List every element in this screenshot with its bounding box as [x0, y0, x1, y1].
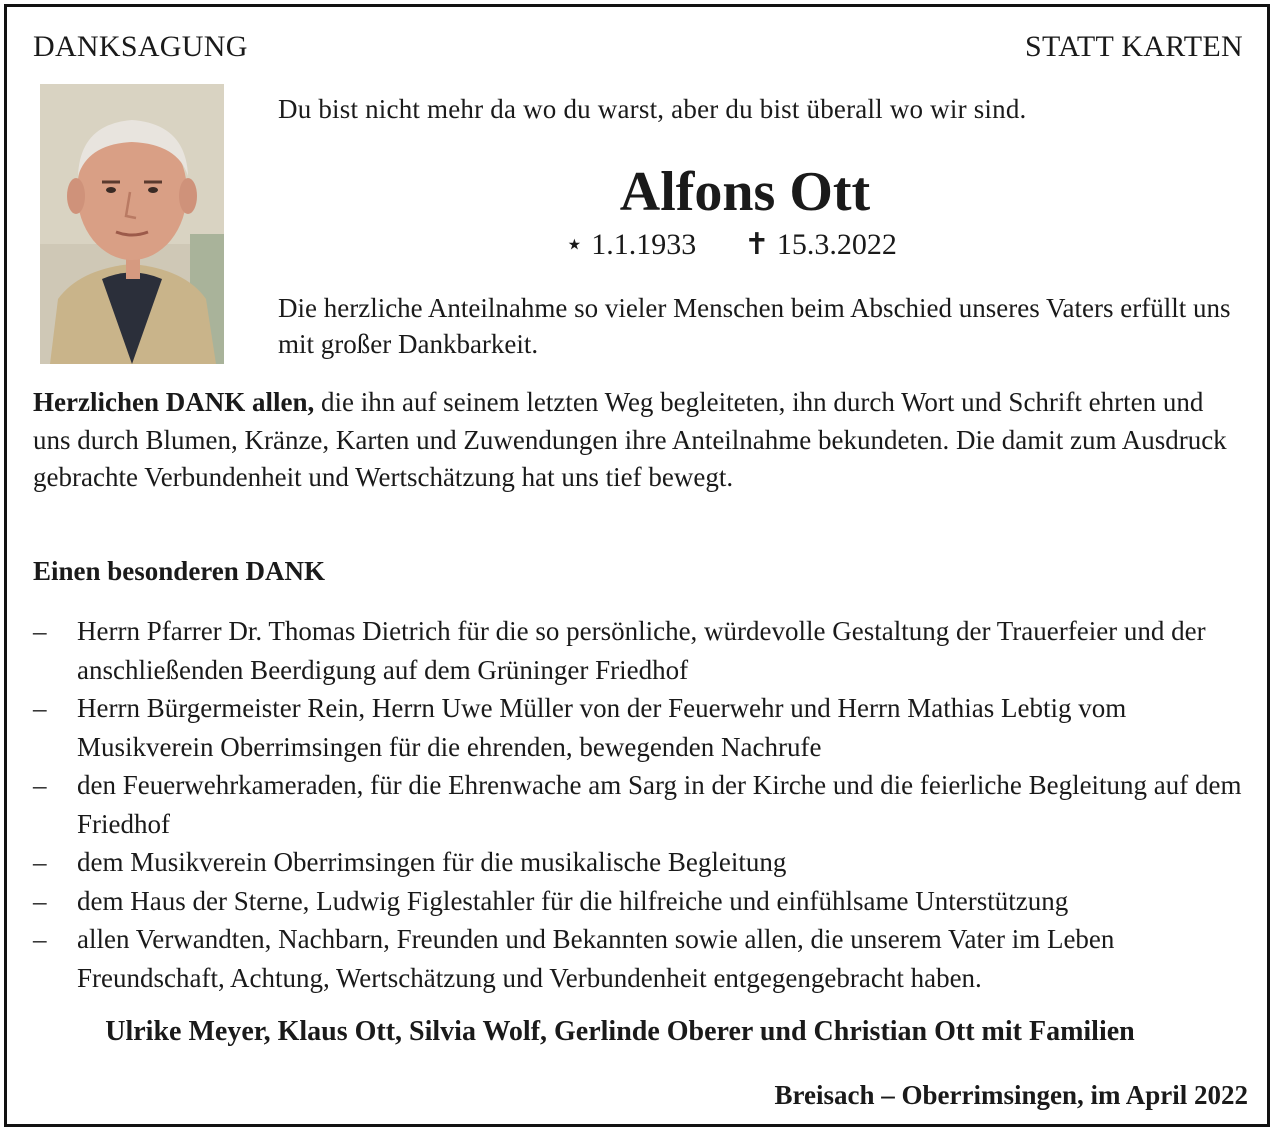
list-item [33, 689, 1243, 766]
list-item [33, 882, 1243, 921]
list-dash: – [33, 616, 47, 646]
memorial-quote: Du bist nicht mehr da wo du warst, aber du bist überall wo wir sind. [278, 94, 1027, 124]
place-and-date: Breisach – Oberrimsingen, im April 2022 [774, 1080, 1248, 1110]
list-dash: – [33, 770, 47, 800]
death-date: ✝ 15.3.2022 [744, 228, 897, 261]
signers-line: Ulrike Meyer, Klaus Ott, Silvia Wolf, Gerlinde Oberer und Christian Ott mit Familien [105, 1016, 1135, 1047]
list-dash: – [33, 847, 47, 877]
list-item-text: Herrn Pfarrer Dr. Thomas Dietrich für die so persönliche, würdevolle Gestaltung der Trauerfeier und der anschließenden Beerdigung auf dem Grüninger Friedhof [77, 616, 1206, 685]
thanks-paragraph [33, 384, 1243, 497]
list-item [33, 612, 1243, 689]
list-item-text: den Feuerwehrkameraden, für die Ehrenwache am Sarg in der Kirche und die feierliche Begleitung auf dem Friedhof [77, 770, 1242, 839]
list-item [33, 843, 1243, 882]
list-dash: – [33, 924, 47, 954]
list-dash: – [33, 885, 47, 916]
special-thanks-heading: Einen besonderen DANK [33, 556, 326, 586]
intro-paragraph: Die herzliche Anteilnahme so vieler Menschen beim Abschied unseres Vaters erfüllt uns mit großer Dankbarkeit. [278, 293, 1231, 359]
list-item [33, 766, 1243, 843]
thanks-text: die ihn auf seinem letzten Weg begleiteten, ihn durch Wort und Schrift ehrten und uns durch Blumen, Kränze, Karten und Zuwendungen ihre Anteilnahme bekundeten. Die damit zum Ausdruck gebrachte Verbundenheit und Wertschätzung hat uns tief bewegt. [33, 387, 1227, 492]
list-item-text: allen Verwandten, Nachbarn, Freunden und Bekannten sowie allen, die unserem Vater im Leben Freundschaft, Achtung, Wertschätzung und Verbundenheit entgegengebracht haben. [77, 924, 1115, 993]
portrait-photo [40, 84, 224, 364]
special-thanks-list [33, 612, 1243, 997]
life-dates [565, 227, 897, 262]
thanks-lead: Herzlichen DANK allen, [33, 387, 315, 417]
header-statt-karten: STATT KARTEN [1024, 30, 1243, 63]
list-item-text: Herrn Bürgermeister Rein, Herrn Uwe Müller von der Feuerwehr und Herrn Mathias Lebtig vom Musikverein Oberrimsingen für die ehrenden, bewegenden Nachrufe [77, 693, 1127, 762]
list-dash: – [33, 693, 47, 723]
list-item-text: dem Musikverein Oberrimsingen für die musikalische Begleitung [77, 847, 787, 877]
list-item-text: dem Haus der Sterne, Ludwig Figlestahler für die hilfreiche und einfühlsame Unterstützung [77, 885, 1069, 916]
deceased-name: Alfons Ott [619, 161, 871, 223]
header-danksagung: DANKSAGUNG [33, 30, 248, 63]
birth-date: ⋆ 1.1.1933 [565, 228, 697, 261]
list-item [33, 920, 1243, 997]
